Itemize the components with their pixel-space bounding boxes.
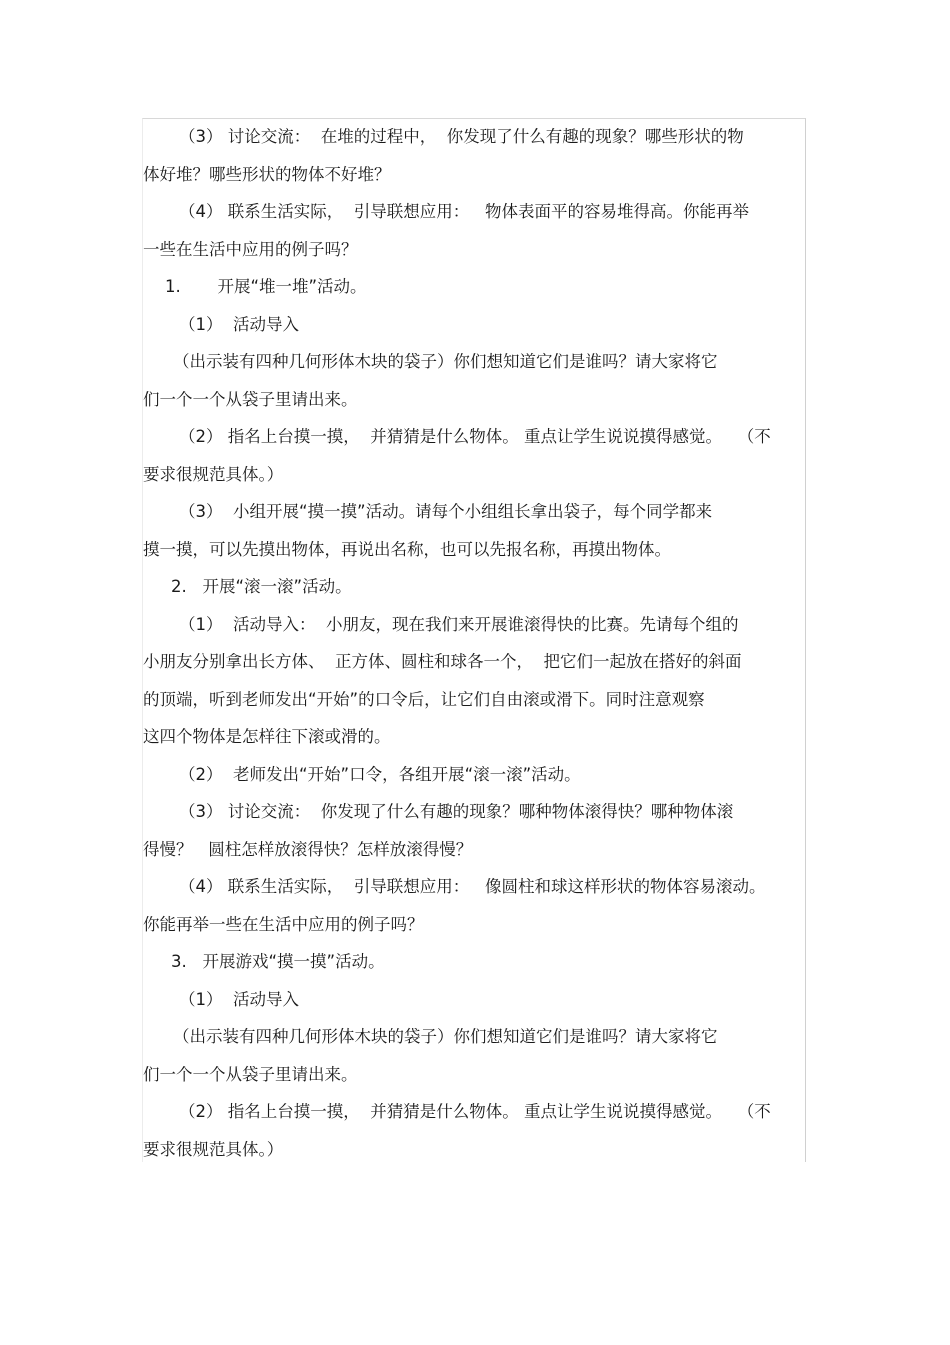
paragraph-line: （3） 讨论交流： 你发现了什么有趣的现象？哪种物体滚得快？哪种物体滚	[179, 802, 734, 821]
paragraph-line: 小朋友分别拿出长方体、 正方体、圆柱和球各一个， 把它们一起放在搭好的斜面	[143, 652, 742, 671]
paragraph-line: （1） 活动导入： 小朋友，现在我们来开展谁滚得快的比赛。先请每个组的	[179, 614, 739, 634]
document-body	[143, 118, 803, 1168]
section-heading: 3. 开展游戏“摸一摸”活动。	[171, 952, 385, 971]
paragraph-line: （出示装有四种几何形体木块的袋子）你们想知道它们是谁吗？请大家将它	[173, 1027, 718, 1046]
section-heading: 2. 开展“滚一滚”活动。	[171, 577, 352, 596]
paragraph-line: 要求很规范具体。）	[143, 464, 284, 484]
paragraph-line: 们一个一个从袋子里请出来。	[143, 1064, 358, 1084]
paragraph-line: （1） 活动导入	[179, 989, 299, 1009]
paragraph-line: （4） 联系生活实际， 引导联想应用： 物体表面平的容易堆得高。你能再举	[179, 202, 749, 221]
paragraph-line: 得慢？ 圆柱怎样放滚得快？怎样放滚得慢？	[143, 839, 473, 859]
paragraph-line: （4） 联系生活实际， 引导联想应用： 像圆柱和球这样形状的物体容易滚动。	[179, 877, 766, 896]
paragraph-line: （2） 指名上台摸一摸， 并猜猜是什么物体。 重点让学生说说摸得感觉。 （不	[179, 427, 771, 446]
paragraph-line: （1） 活动导入	[179, 314, 299, 334]
paragraph-line: （3） 小组开展“摸一摸”活动。请每个小组组长拿出袋子，每个同学都来	[179, 502, 713, 521]
paragraph-line: （2） 老师发出“开始”口令，各组开展“滚一滚”活动。	[179, 764, 581, 784]
paragraph-line: 你能再举一些在生活中应用的例子吗？	[143, 914, 424, 934]
paragraph-line: 摸一摸，可以先摸出物体，再说出名称，也可以先报名称，再摸出物体。	[143, 539, 671, 559]
section-heading: 1. 开展“堆一堆”活动。	[165, 277, 367, 296]
paragraph-line: （3） 讨论交流： 在堆的过程中， 你发现了什么有趣的现象？哪些形状的物	[179, 127, 744, 146]
paragraph-line: 们一个一个从袋子里请出来。	[143, 389, 358, 409]
paragraph-line: 的顶端，听到老师发出“开始”的口令后，让它们自由滚或滑下。同时注意观察	[143, 689, 705, 709]
paragraph-line: （2） 指名上台摸一摸， 并猜猜是什么物体。 重点让学生说说摸得感觉。 （不	[179, 1102, 771, 1121]
paragraph-line: 体好堆？哪些形状的物体不好堆？	[143, 164, 391, 184]
paragraph-line: 要求很规范具体。）	[143, 1139, 284, 1159]
paragraph-line: 这四个物体是怎样往下滚或滑的。	[143, 727, 391, 746]
paragraph-line: （出示装有四种几何形体木块的袋子）你们想知道它们是谁吗？请大家将它	[173, 352, 718, 371]
paragraph-line: 一些在生活中应用的例子吗？	[143, 239, 358, 259]
